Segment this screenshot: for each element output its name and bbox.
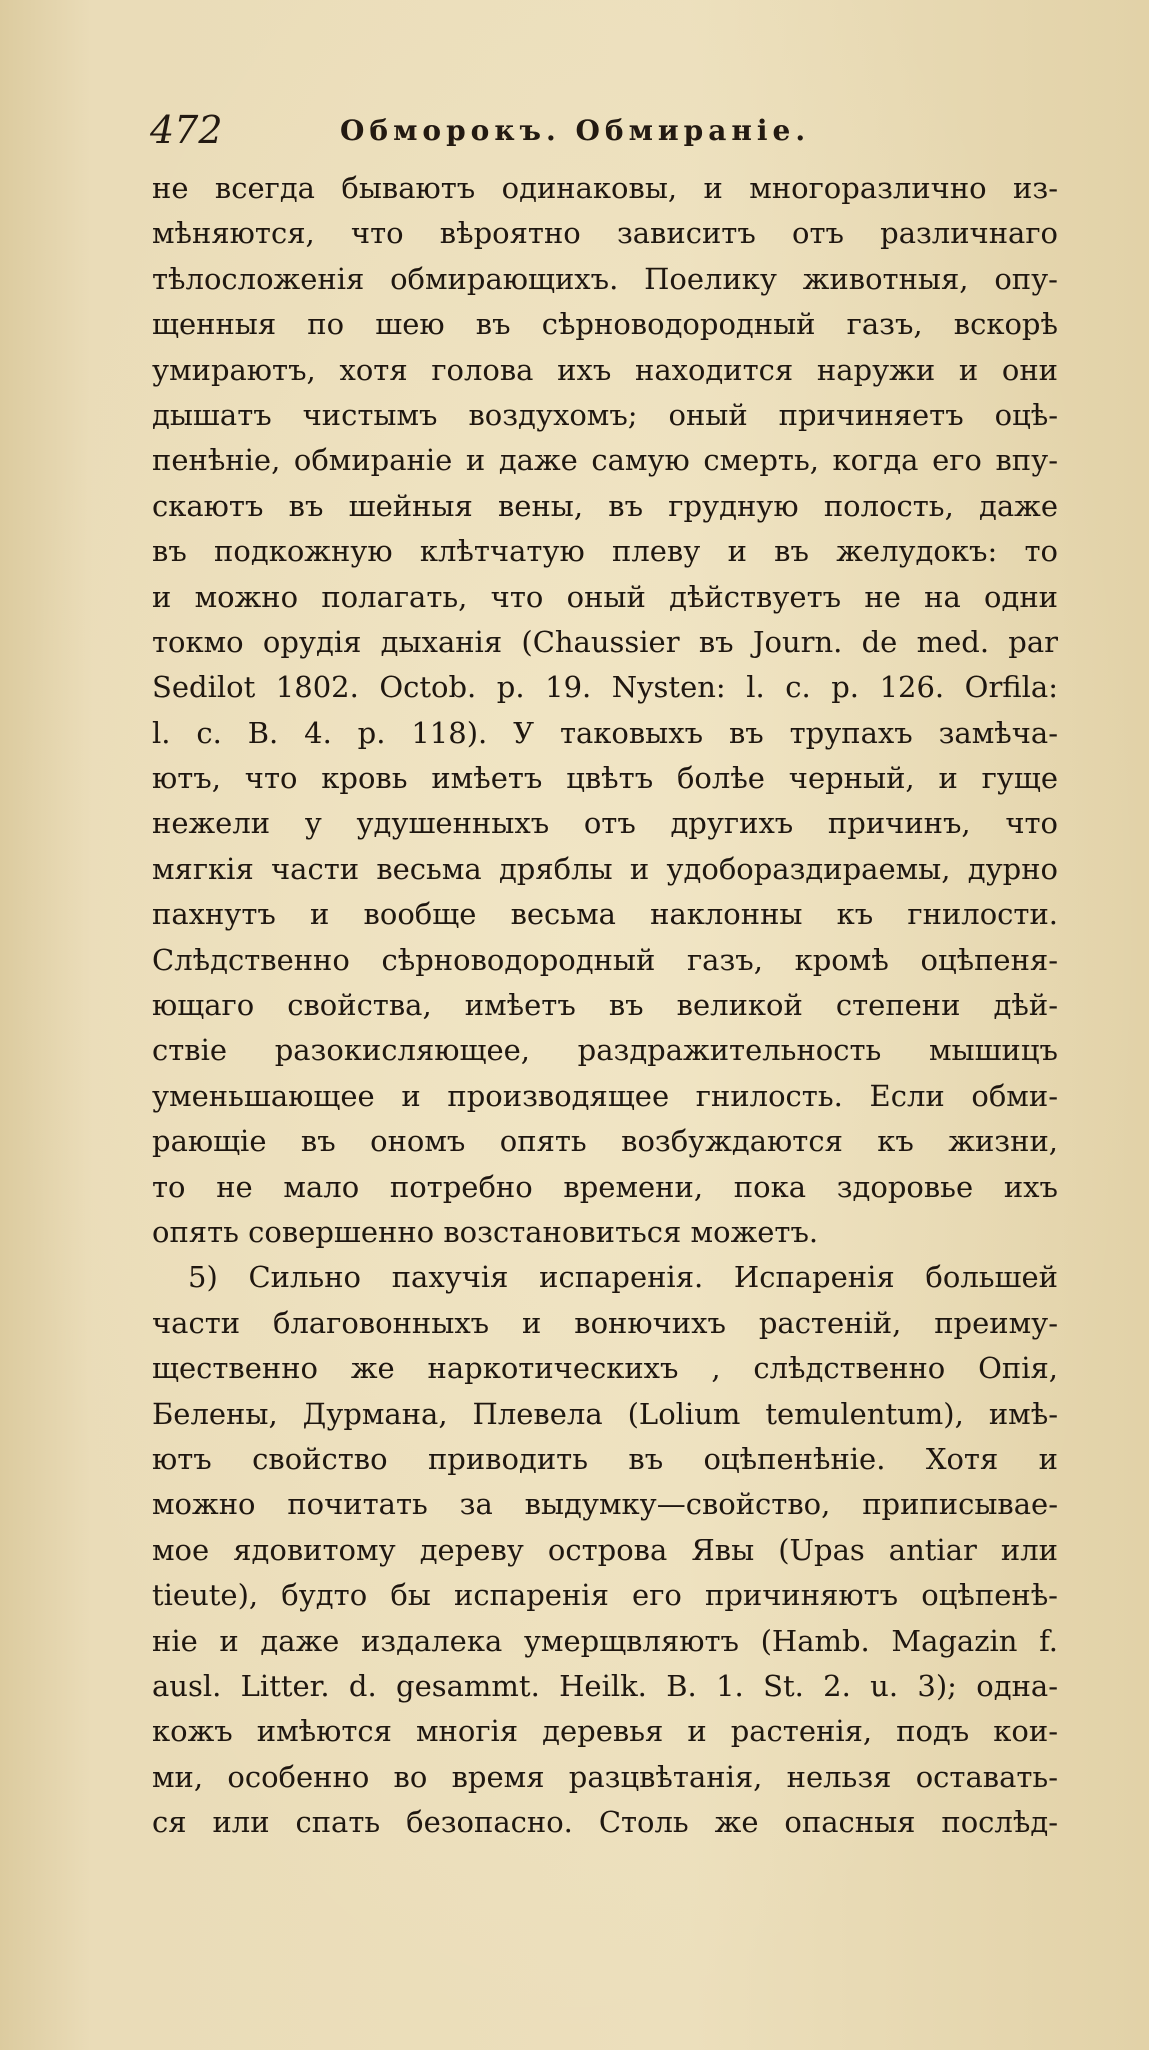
section-heading-line: 5) Сильно пахучія испаренія. Испаренія большей <box>188 1260 1058 1295</box>
text-line: щенныя по шею въ сѣрноводородный газъ, вскорѣ <box>152 307 1058 342</box>
page-header <box>150 108 1040 156</box>
text-line: уменьшающее и производящее гнилость. Если обми- <box>152 1078 1058 1113</box>
text-line: ютъ, что кровь имѣетъ цвѣтъ болѣе черный, и гуще <box>152 761 1058 796</box>
text-line: нежели у удушенныхъ отъ другихъ причинъ, что <box>152 806 1058 841</box>
text-line: не всегда бываютъ одинаковы, и многоразлично из- <box>152 171 1058 205</box>
body-text <box>152 166 1058 1845</box>
text-line: можно почитать за выдумку—свойство, приписывае- <box>152 1487 1058 1522</box>
text-line: дышатъ чистымъ воздухомъ; оный причиняетъ оцѣ- <box>152 397 1058 432</box>
text-line: Белены, Дурмана, Плевела (Lolium temulentum), имѣ- <box>152 1396 1058 1431</box>
text-line: мое ядовитому дереву острова Явы (Upas antiar или <box>152 1532 1058 1567</box>
page-number: 472 <box>150 108 223 152</box>
text-line: пахнутъ и вообще весьма наклонны къ гнилости. <box>152 897 1058 932</box>
text-line: Слѣдственно сѣрноводородный газъ, кромѣ оцѣпеня- <box>152 942 1058 977</box>
text-line: умираютъ, хотя голова ихъ находится наружи и они <box>152 352 1058 387</box>
text-line: ютъ свойство приводить въ оцѣпенѣніе. Хотя и <box>152 1441 1058 1476</box>
text-line: опять совершенно возстановиться можетъ. <box>152 1214 819 1249</box>
text-line: и можно полагать, что оный дѣйствуетъ не на одни <box>152 579 1058 614</box>
text-line: тѣлосложенія обмирающихъ. Поелику животныя, опу- <box>152 261 1058 296</box>
text-line: l. c. B. 4. p. 118). У таковыхъ въ трупахъ замѣча- <box>152 715 1058 750</box>
text-line: рающіе въ ономъ опять возбуждаются къ жизни, <box>152 1124 1058 1159</box>
text-line: tieute), будто бы испаренія его причиняютъ оцѣпенѣ- <box>152 1578 1058 1613</box>
text-line: мѣняются, что вѣроятно зависитъ отъ различнаго <box>152 216 1058 251</box>
text-line: ся или спать безопасно. Столь же опасныя послѣд- <box>152 1805 1058 1840</box>
text-line: ausl. Litter. d. gesammt. Heilk. B. 1. St. 2. u. 3); одна- <box>152 1668 1058 1703</box>
text-line: токмо орудія дыханія (Chaussier въ Journ. de med. par <box>152 624 1058 659</box>
text-line: скаютъ въ шейныя вены, въ грудную полость, даже <box>152 488 1058 523</box>
text-line: части благовонныхъ и вонючихъ растеній, преиму- <box>152 1305 1058 1340</box>
text-line: ми, особенно во время разцвѣтанія, нельзя оставать- <box>152 1759 1058 1794</box>
text-line: ствіе разокисляющее, раздражительность мышицъ <box>152 1033 1058 1068</box>
text-line: щественно же наркотическихъ , слѣдственно Опія, <box>152 1351 1058 1386</box>
text-line: мягкія части весьма дряблы и удобораздираемы, дурно <box>152 851 1058 886</box>
text-line: ніе и даже издалека умерщвляютъ (Hamb. Magazin f. <box>152 1623 1058 1658</box>
running-title: Обморокъ. Обмираніе. <box>340 114 811 147</box>
text-line: Sedilot 1802. Octob. p. 19. Nysten: l. c. p. 126. Orfila: <box>152 670 1058 705</box>
text-line: кожъ имѣются многія деревья и растенія, подъ кои- <box>152 1714 1058 1749</box>
text-line: въ подкожную клѣтчатую плеву и въ желудокъ: то <box>152 534 1058 569</box>
text-line: ющаго свойства, имѣетъ въ великой степени дѣй- <box>152 988 1058 1023</box>
text-line: пенѣніе, обмираніе и даже самую смерть, когда его впу- <box>152 443 1058 478</box>
text-line: то не мало потребно времени, пока здоровье ихъ <box>152 1169 1058 1204</box>
